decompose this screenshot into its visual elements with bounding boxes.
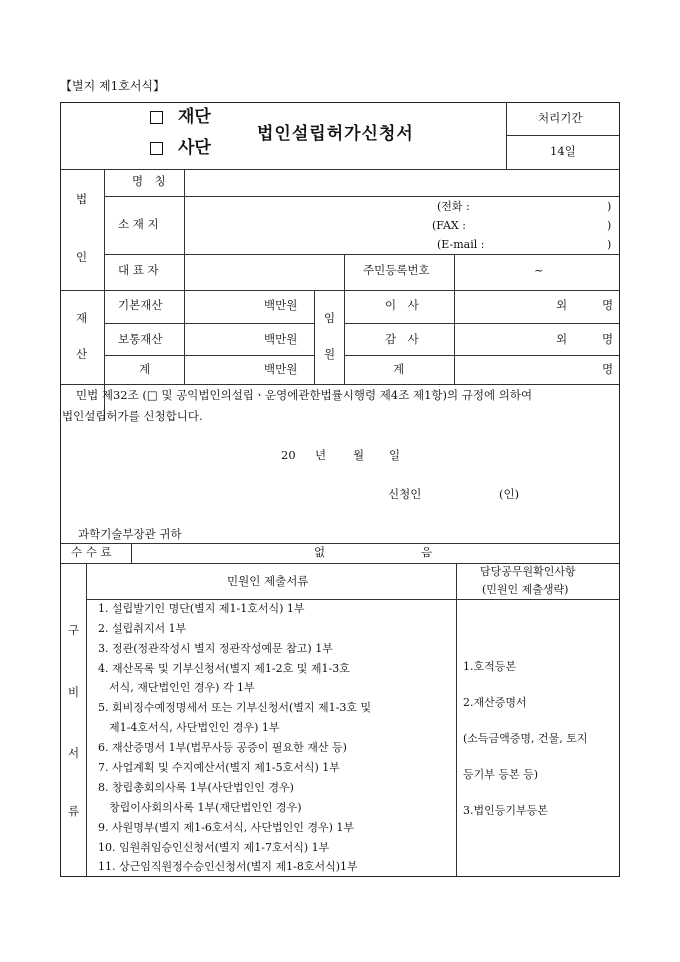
corp-side-label-bottom: 인	[76, 250, 88, 264]
doc-item: 10. 임원취임승인신청서(별지 제1-7호서식) 1부	[98, 841, 330, 854]
directors-unit-b: 명	[602, 298, 614, 312]
submit-docs-header: 민원인 제출서류	[227, 574, 309, 588]
statement-line-1: 민법 제32조 (□ 및 공익법인의설립ㆍ운영에관한법률시행령 제4조 제1항)의 규정에 의하여	[76, 388, 533, 402]
fee-value-b: 음	[421, 545, 433, 559]
directors-unit-a: 외	[556, 298, 568, 312]
verify-item: 1.호적등본	[463, 660, 516, 673]
doc-item: 11. 상근임직원정수승인신청서(별지 제1-8호서식)1부	[98, 860, 358, 873]
corp-location-label: 소 재 지	[118, 217, 159, 231]
date-month-unit: 월	[353, 448, 365, 462]
foundation-checkbox[interactable]	[150, 111, 163, 124]
doc-item: 제1-4호서식, 사단법인인 경우) 1부	[98, 721, 280, 734]
normal-assets-unit: 백만원	[264, 332, 298, 346]
fee-value-a: 없	[314, 545, 326, 559]
form-title: 법인설립허가신청서	[257, 124, 414, 144]
fax-close: )	[607, 219, 612, 232]
basic-assets-unit: 백만원	[264, 298, 298, 312]
doc-item: 1. 설립발기인 명단(별지 제1-1호서식) 1부	[98, 602, 305, 615]
statement-line-2: 법인설립허가를 신청합니다.	[62, 409, 203, 423]
assets-total-unit: 백만원	[264, 362, 298, 376]
officers-total-unit: 명	[602, 362, 614, 376]
verify-item: (소득금액증명, 건물, 토지	[463, 732, 588, 745]
basic-assets-label: 기본재산	[118, 298, 163, 312]
processing-period-label: 처리기간	[538, 111, 583, 125]
fee-label: 수 수 료	[71, 545, 112, 559]
email-label: (E-mail :	[437, 238, 485, 251]
assets-side-top: 재	[76, 311, 88, 325]
date-day-unit: 일	[389, 448, 401, 462]
doc-item: 서식, 재단법인인 경우) 각 1부	[98, 681, 255, 694]
officers-side-top: 임	[324, 311, 336, 325]
date-year: 20	[281, 448, 296, 462]
normal-assets-label: 보통재산	[118, 332, 163, 346]
verify-item: 3.법인등기부등본	[463, 804, 548, 817]
doc-item: 3. 정관(정관작성시 별지 정관작성예문 참고) 1부	[98, 642, 333, 655]
doc-item: 2. 설립취지서 1부	[98, 622, 187, 635]
doc-item: 5. 회비징수예정명세서 또는 기부신청서(별지 제1-3호 및	[98, 701, 372, 714]
auditors-unit-b: 명	[602, 332, 614, 346]
form-label: 【별지 제1호서식】	[60, 79, 166, 93]
assets-total-label: 계	[139, 362, 151, 376]
corp-name-label: 명 칭	[132, 174, 166, 188]
doc-item: 7. 사업계획 및 수지예산서(별지 제1-5호서식) 1부	[98, 761, 340, 774]
verify-header-2: (민원인 제출생략)	[482, 583, 569, 596]
seal-label: (인)	[499, 487, 520, 501]
officers-total-label: 계	[393, 362, 405, 376]
email-close: )	[607, 238, 612, 251]
rep-label: 대 표 자	[118, 263, 159, 277]
verify-item: 등기부 등본 등)	[463, 768, 539, 781]
phone-label: (전화 :	[437, 200, 470, 213]
auditors-unit-a: 외	[556, 332, 568, 346]
phone-close: )	[607, 200, 612, 213]
docs-side-char-1: 구	[68, 623, 80, 637]
doc-item: 9. 사원명부(별지 제1-6호서식, 사단법인인 경우) 1부	[98, 821, 355, 834]
processing-period-value: 14일	[550, 144, 576, 158]
association-checkbox[interactable]	[150, 142, 163, 155]
foundation-option-label: 재단	[178, 107, 211, 127]
doc-item: 창립이사회의사록 1부(재단법인인 경우)	[98, 801, 302, 814]
directors-label: 이 사	[385, 298, 419, 312]
fax-label: (FAX :	[432, 219, 466, 232]
docs-side-char-4: 류	[68, 804, 80, 818]
applicant-label: 신청인	[388, 487, 422, 501]
doc-item: 6. 재산증명서 1부(법무사등 공증이 필요한 재산 등)	[98, 741, 347, 754]
docs-side-char-2: 비	[68, 685, 80, 699]
doc-item: 4. 재산목록 및 기부신청서(별지 제1-2호 및 제1-3호	[98, 662, 350, 675]
auditors-label: 감 사	[385, 332, 419, 346]
date-year-unit: 년	[315, 448, 327, 462]
doc-item: 8. 창립총회의사록 1부(사단법인인 경우)	[98, 781, 294, 794]
docs-side-char-3: 서	[68, 746, 80, 760]
assets-side-bottom: 산	[76, 347, 88, 361]
resident-no-value: ~	[534, 263, 544, 277]
resident-no-label: 주민등록번호	[363, 263, 430, 277]
addressee: 과학기술부장관 귀하	[78, 527, 182, 541]
officers-side-bottom: 원	[324, 347, 336, 361]
association-option-label: 사단	[178, 138, 211, 158]
corp-side-label-top: 법	[76, 192, 88, 206]
verify-item: 2.재산증명서	[463, 696, 527, 709]
verify-header-1: 담당공무원확인사항	[480, 565, 576, 578]
